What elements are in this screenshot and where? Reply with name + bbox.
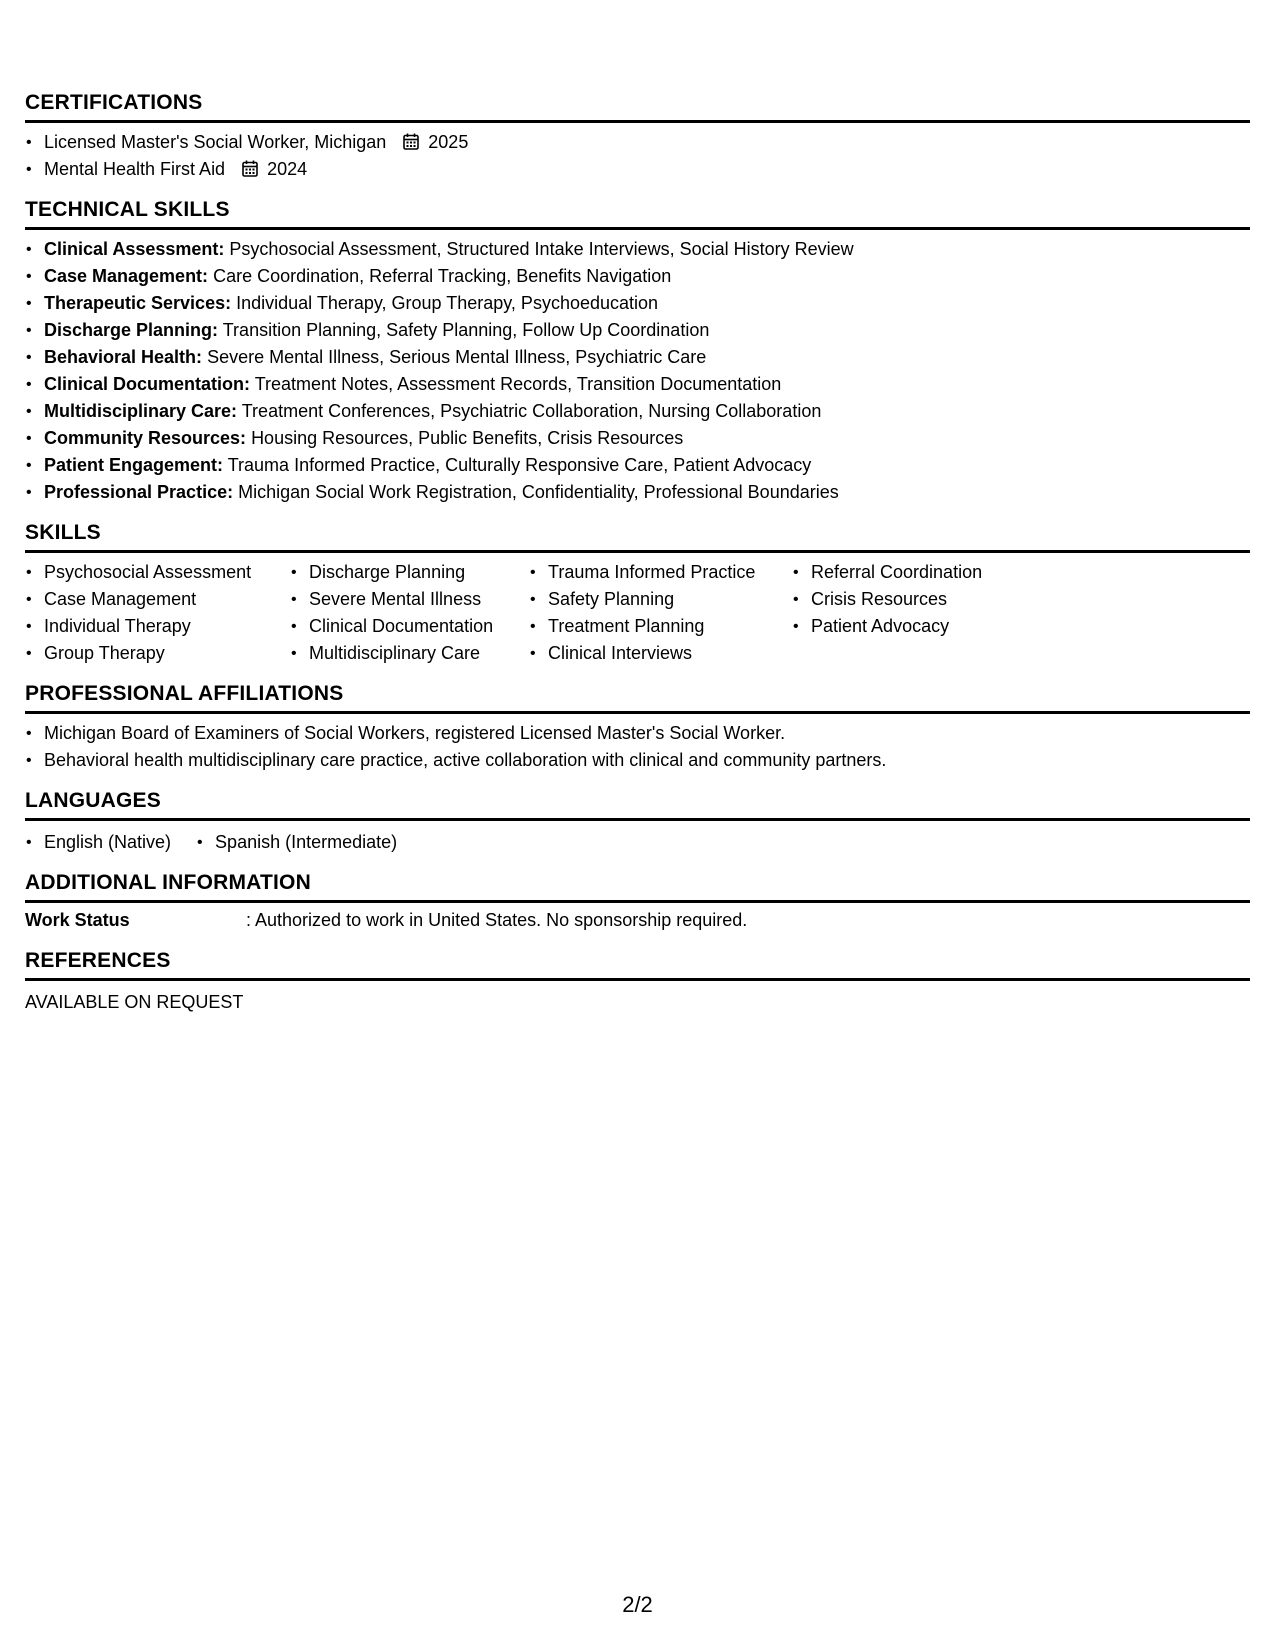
skill-text: Multidisciplinary Care (309, 643, 481, 663)
languages-list (25, 829, 1250, 856)
bullet-icon: • (26, 484, 32, 501)
technical-skill-label: Discharge Planning: (44, 320, 219, 340)
technical-skill-item (25, 236, 1250, 263)
bullet-icon: • (291, 564, 297, 581)
additional-info-heading: ADDITIONAL INFORMATION (25, 870, 1250, 903)
bullet-icon: • (793, 618, 799, 635)
bullet-icon: • (26, 564, 32, 581)
certification-item (25, 156, 1250, 183)
technical-skill-item (25, 398, 1250, 425)
work-status-row (25, 907, 1250, 934)
skill-text: Discharge Planning (309, 562, 466, 582)
bullet-icon: • (26, 403, 32, 420)
technical-skill-item (25, 479, 1250, 506)
skill-text: Case Management (44, 589, 197, 609)
technical-skills-section (25, 197, 1250, 506)
skill-item (290, 586, 529, 613)
language-item (196, 829, 397, 856)
bullet-icon: • (291, 645, 297, 662)
certification-year: 2025 (428, 132, 469, 152)
technical-skills-list (25, 236, 1250, 506)
skills-section (25, 520, 1250, 667)
technical-skill-label: Clinical Documentation: (44, 374, 251, 394)
skill-item (25, 559, 290, 586)
certifications-list (25, 129, 1250, 183)
references-text: AVAILABLE ON REQUEST (25, 992, 244, 1012)
affiliation-item (25, 720, 1250, 747)
skill-item (529, 640, 792, 667)
bullet-icon: • (197, 834, 203, 851)
skill-text: Group Therapy (44, 643, 165, 663)
language-text: Spanish (Intermediate) (215, 832, 398, 852)
bullet-icon: • (793, 564, 799, 581)
work-status-value: : Authorized to work in United States. No sponsorship required. (246, 910, 748, 930)
skill-text: Patient Advocacy (811, 616, 950, 636)
bullet-icon: • (26, 834, 32, 851)
languages-heading: LANGUAGES (25, 788, 1250, 821)
skill-item (25, 586, 290, 613)
skill-text: Psychosocial Assessment (44, 562, 252, 582)
bullet-icon: • (26, 322, 32, 339)
technical-skill-label: Patient Engagement: (44, 455, 224, 475)
bullet-icon: • (291, 618, 297, 635)
certification-name: Licensed Master's Social Worker, Michigan (44, 132, 387, 152)
skills-column (529, 559, 792, 667)
bullet-icon: • (26, 457, 32, 474)
skill-text: Clinical Documentation (309, 616, 494, 636)
affiliations-section (25, 681, 1250, 774)
bullet-icon: • (26, 645, 32, 662)
skill-item (529, 613, 792, 640)
technical-skill-text: Treatment Conferences, Psychiatric Collaboration, Nursing Collaboration (241, 401, 822, 421)
technical-skill-label: Community Resources: (44, 428, 247, 448)
skill-item (792, 586, 1042, 613)
skill-item (290, 640, 529, 667)
technical-skill-text: Trauma Informed Practice, Culturally Responsive Care, Patient Advocacy (227, 455, 812, 475)
references-section (25, 948, 1250, 1016)
bullet-icon: • (530, 591, 536, 608)
skills-column (25, 559, 290, 667)
bullet-icon: • (26, 725, 32, 742)
certification-item (25, 129, 1250, 156)
technical-skills-heading: TECHNICAL SKILLS (25, 197, 1250, 230)
language-text: English (Native) (44, 832, 172, 852)
resume-page (25, 90, 1250, 1030)
technical-skill-text: Psychosocial Assessment, Structured Intake Interviews, Social History Review (229, 239, 854, 259)
bullet-icon: • (26, 295, 32, 312)
work-status-label: Work Status (25, 910, 130, 930)
technical-skill-item (25, 317, 1250, 344)
skill-text: Trauma Informed Practice (548, 562, 756, 582)
technical-skill-text: Individual Therapy, Group Therapy, Psychoeducation (236, 293, 659, 313)
skill-text: Referral Coordination (811, 562, 983, 582)
technical-skill-label: Therapeutic Services: (44, 293, 232, 313)
skill-text: Clinical Interviews (548, 643, 693, 663)
affiliations-heading: PROFESSIONAL AFFILIATIONS (25, 681, 1250, 714)
technical-skill-label: Case Management: (44, 266, 209, 286)
bullet-icon: • (26, 241, 32, 258)
skill-item (25, 613, 290, 640)
bullet-icon: • (26, 161, 32, 178)
technical-skill-item (25, 263, 1250, 290)
skill-text: Safety Planning (548, 589, 675, 609)
skills-heading: SKILLS (25, 520, 1250, 553)
languages-section (25, 788, 1250, 856)
bullet-icon: • (530, 618, 536, 635)
skills-column (792, 559, 1042, 667)
bullet-icon: • (26, 349, 32, 366)
skill-item (529, 559, 792, 586)
technical-skill-text: Housing Resources, Public Benefits, Crisis Resources (251, 428, 684, 448)
bullet-icon: • (26, 430, 32, 447)
bullet-icon: • (793, 591, 799, 608)
skill-text: Individual Therapy (44, 616, 191, 636)
bullet-icon: • (26, 376, 32, 393)
page-number: 2/2 (622, 1592, 653, 1617)
certifications-section (25, 90, 1250, 183)
affiliation-text: Behavioral health multidisciplinary care practice, active collaboration with clinical and community partners. (44, 750, 887, 770)
technical-skill-text: Care Coordination, Referral Tracking, Benefits Navigation (213, 266, 672, 286)
technical-skill-label: Multidisciplinary Care: (44, 401, 238, 421)
technical-skill-item (25, 344, 1250, 371)
technical-skill-label: Professional Practice: (44, 482, 234, 502)
additional-info-section (25, 870, 1250, 934)
technical-skill-label: Behavioral Health: (44, 347, 203, 367)
skill-item (290, 559, 529, 586)
technical-skill-text: Transition Planning, Safety Planning, Follow Up Coordination (222, 320, 710, 340)
calendar-icon (403, 133, 419, 150)
bullet-icon: • (26, 134, 32, 151)
bullet-icon: • (291, 591, 297, 608)
skill-item (25, 640, 290, 667)
technical-skill-text: Michigan Social Work Registration, Confidentiality, Professional Boundaries (238, 482, 839, 502)
certification-name: Mental Health First Aid (44, 159, 226, 179)
skills-grid (25, 559, 1250, 667)
language-item (25, 829, 171, 856)
skills-column (290, 559, 529, 667)
certification-year: 2024 (267, 159, 308, 179)
technical-skill-item (25, 452, 1250, 479)
skill-text: Severe Mental Illness (309, 589, 482, 609)
technical-skill-item (25, 425, 1250, 452)
bullet-icon: • (26, 268, 32, 285)
bullet-icon: • (26, 752, 32, 769)
bullet-icon: • (26, 591, 32, 608)
skill-item (792, 559, 1042, 586)
bullet-icon: • (26, 618, 32, 635)
skill-item (529, 586, 792, 613)
certifications-heading: CERTIFICATIONS (25, 90, 1250, 123)
skill-text: Crisis Resources (811, 589, 948, 609)
skill-text: Treatment Planning (548, 616, 705, 636)
technical-skill-text: Treatment Notes, Assessment Records, Transition Documentation (254, 374, 782, 394)
technical-skill-label: Clinical Assessment: (44, 239, 225, 259)
affiliations-list (25, 720, 1250, 774)
skill-item (792, 613, 1042, 640)
technical-skill-text: Severe Mental Illness, Serious Mental Illness, Psychiatric Care (207, 347, 707, 367)
calendar-icon (242, 160, 258, 177)
affiliation-text: Michigan Board of Examiners of Social Workers, registered Licensed Master's Social Worker. (44, 723, 786, 743)
skill-item (290, 613, 529, 640)
references-heading: REFERENCES (25, 948, 1250, 981)
bullet-icon: • (530, 645, 536, 662)
affiliation-item (25, 747, 1250, 774)
technical-skill-item (25, 371, 1250, 398)
technical-skill-item (25, 290, 1250, 317)
bullet-icon: • (530, 564, 536, 581)
